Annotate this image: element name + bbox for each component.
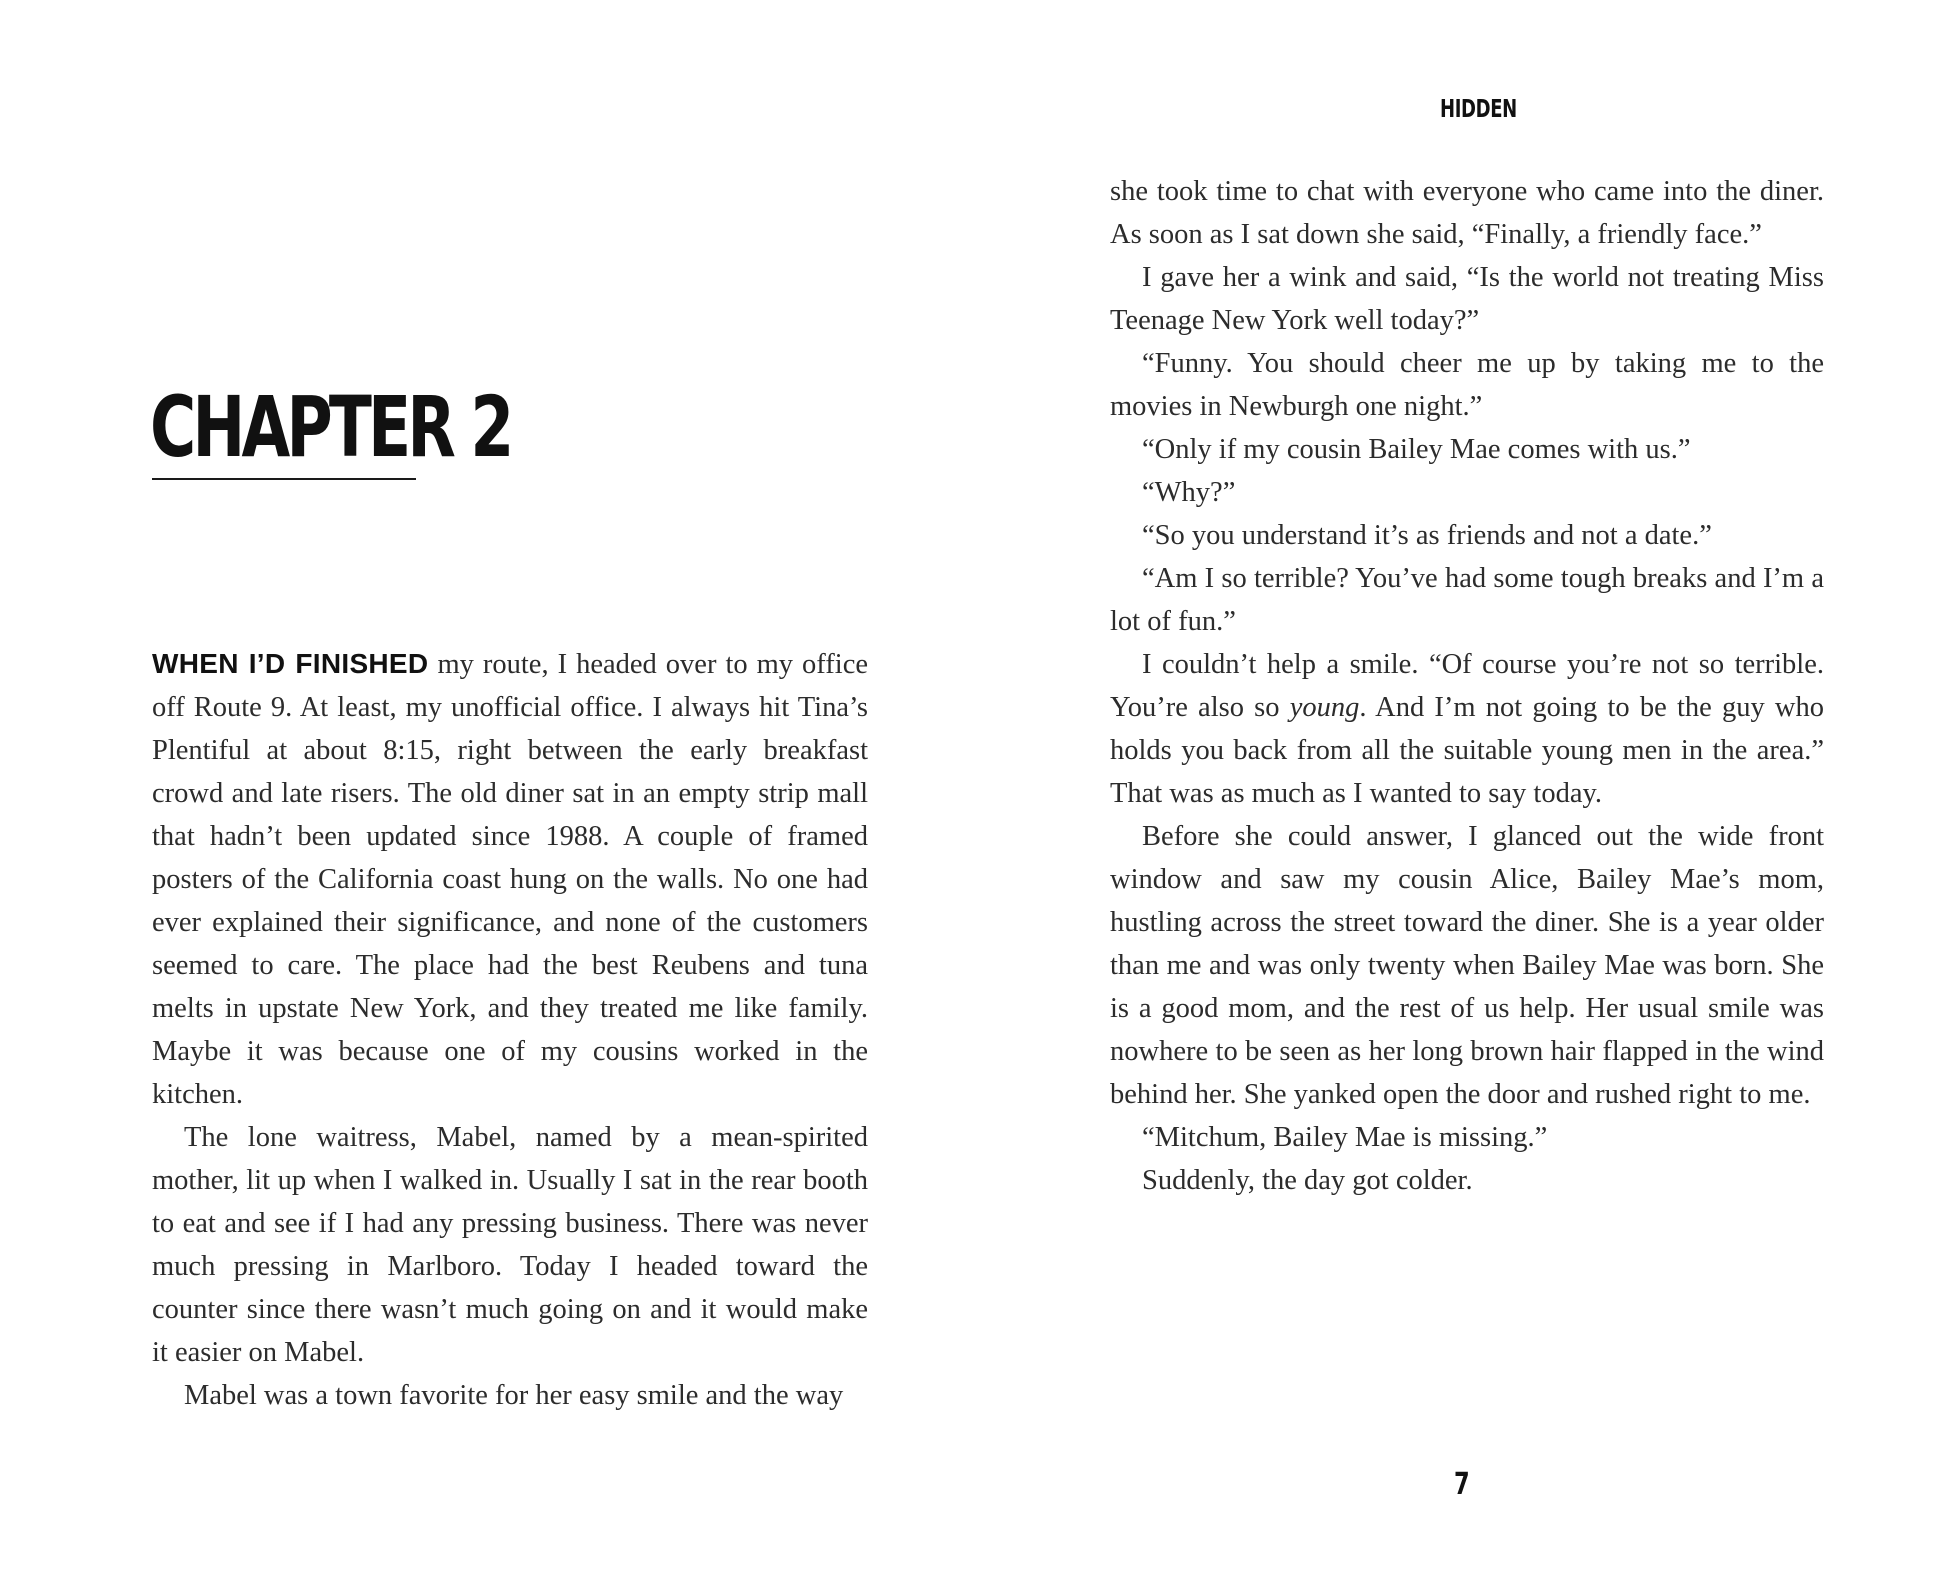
paragraph: “Mitchum, Bailey Mae is missing.” [1142,1122,1548,1153]
paragraph: “So you understand it’s as friends and not a date.” [1142,520,1712,551]
paragraph: “Funny. You should cheer me up by taking me to the movies in Newburgh one night.” [1110,348,1824,422]
chapter-title-rule [152,478,416,480]
paragraph [1110,643,1824,815]
paragraph: Mabel was a town favorite for her easy smile and the way [184,1380,844,1411]
paragraph: “Why?” [1142,477,1236,508]
opening-paragraph [152,642,868,1116]
paragraph: I gave her a wink and said, “Is the world not treating Miss Teenage New York well today?” [1110,262,1824,336]
paragraph: “Am I so terrible? You’ve had some tough breaks and I’m a lot of fun.” [1110,563,1824,637]
right-page-body [1110,170,1824,1202]
paragraph: The lone waitress, Mabel, named by a mean-spirited mother, lit up when I walked in. Usually I sat in the rear booth to eat and see if I had any pressing business. There was never much pressing in Marlboro. Today I headed toward the counter since there wasn’t much going on and it would make it easier on Mabel. [152,1122,868,1368]
page-number: 7 [1454,1467,1470,1502]
left-page-body [152,642,868,1417]
paragraph: Before she could answer, I glanced out the wide front window and saw my cousin Alice, Bailey Mae’s mom, hustling across the street toward the diner. She is a year older than me and was only twenty when Bailey Mae was born. She is a good mom, and the rest of us help. Her usual smile was nowhere to be seen as her long brown hair flapped in the wind behind her. She yanked open the door and rushed right to me. [1110,821,1824,1110]
emphasized-word: young [1289,692,1360,723]
right-page [976,0,1952,1573]
paragraph: “Only if my cousin Bailey Mae comes with us.” [1142,434,1691,465]
opening-paragraph-text: my route, I headed over to my office off Route 9. At least, my unofficial office. I always hit Tina’s Plentiful at about 8:15, right between the early breakfast crowd and late risers. The old diner sat in an empty strip mall that hadn’t been updated since 1988. A couple of framed posters of the California coast hung on the walls. No one had ever explained their significance, and none of the customers seemed to care. The place had the best Reubens and tuna melts in upstate New York, and they treated me like family. Maybe it was because one of my cousins worked in the kitchen. [152,649,868,1110]
chapter-lead-in: WHEN I’D FINISHED [152,648,429,679]
paragraph: Suddenly, the day got colder. [1142,1165,1473,1196]
paragraph-text: . And I’m not going to be the guy who holds you back from all the suitable young men in the area.” That was as much as I wanted to say today. [1110,692,1824,809]
continued-paragraph: she took time to chat with everyone who came into the diner. As soon as I sat down she said, “Finally, a friendly face.” [1110,176,1824,250]
running-head: HIDDEN [1440,94,1517,123]
paragraph-text: I couldn’t help a smile. “Of course you’re not so terrible. You’re also so [1110,649,1824,723]
chapter-title: CHAPTER 2 [150,378,511,476]
